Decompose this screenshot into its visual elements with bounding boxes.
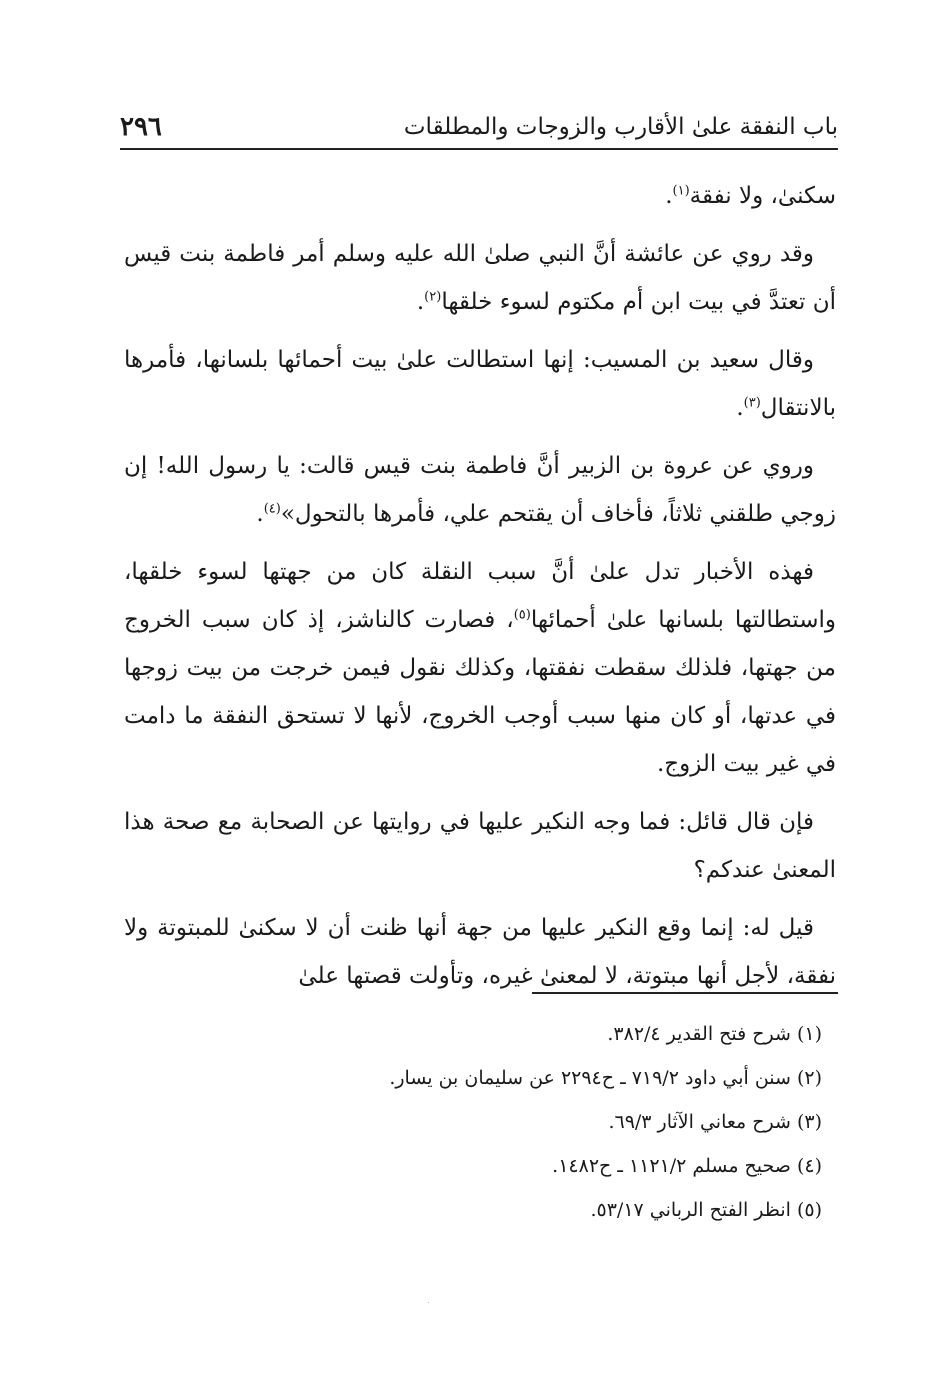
footnote-marker: (٢)	[424, 289, 442, 305]
footnote-item	[160, 1100, 822, 1144]
footnote-number: (٤)	[796, 1155, 822, 1177]
text-run: وقال سعيد بن المسيب: إنها استطالت علىٰ بيت أحمائها بلسانها، فأمرها بالانتقال	[124, 347, 836, 421]
footnote-marker: (٤)	[263, 501, 281, 517]
footnote-number: (٣)	[796, 1111, 822, 1133]
body-paragraph	[124, 442, 836, 538]
body-paragraph	[124, 548, 836, 788]
header-divider	[120, 148, 838, 150]
footnote-item	[160, 1012, 822, 1056]
text-run: قيل له: إنما وقع النكير عليها من جهة أنها ظنت أن لا سكنىٰ للمبتوتة ولا نفقة، لأجل أنها مبتوتة، لا لمعنىٰ غيره، وتأولت قصتها علىٰ	[124, 915, 836, 989]
footnote-text: شرح فتح القدير ٣٨٢/٤.	[607, 1023, 791, 1045]
body-paragraph	[124, 336, 836, 432]
page-header	[120, 102, 838, 144]
footnote-marker: (٣)	[743, 395, 761, 411]
body-paragraph	[124, 172, 836, 220]
footnote-item	[160, 1188, 822, 1232]
text-run: وقد روي عن عائشة أنَّ النبي صلىٰ الله عليه وسلم أمر فاطمة بنت قيس أن تعتدَّ في بيت ابن أم مكتوم لسوء خلقها	[124, 241, 836, 315]
footnote-number: (١)	[796, 1023, 822, 1045]
scan-speck	[428, 1302, 429, 1303]
text-run: .	[416, 289, 425, 315]
body-paragraph	[124, 798, 836, 894]
text-run: سكنىٰ، ولا نفقة	[689, 183, 836, 209]
text-run: فإن قال قائل: فما وجه النكير عليها في روايتها عن الصحابة مع صحة هذا المعنىٰ عندكم؟	[124, 809, 836, 883]
main-text	[124, 172, 836, 1010]
footnote-number: (٥)	[796, 1199, 822, 1221]
footnote-marker: (٥)	[513, 607, 531, 623]
footnote-text: سنن أبي داود ٧١٩/٢ ـ ح٢٢٩٤ عن سليمان بن يسار.	[389, 1067, 791, 1089]
footnote-item	[160, 1056, 822, 1100]
text-run: .	[256, 501, 264, 527]
text-run: .	[665, 183, 673, 209]
text-run: .	[736, 395, 744, 421]
footnote-text: انظر الفتح الرباني ٥٣/١٧.	[590, 1199, 791, 1221]
footnote-item	[160, 1144, 822, 1188]
footnotes	[160, 1012, 836, 1232]
footnote-divider	[532, 992, 838, 994]
text-run: وروي عن عروة بن الزبير أنَّ فاطمة بنت قيس قالت: يا رسول الله! إن زوجي طلقني ثلاثاً، فأخاف أن يقتحم علي، فأمرها بالتحول»	[124, 453, 836, 527]
footnote-text: شرح معاني الآثار ٦٩/٣.	[608, 1111, 791, 1133]
page-number: ٢٩٦	[120, 112, 162, 142]
text-run: ، فصارت كالناشز، إذ كان سبب الخروج من جهتها، فلذلك سقطت نفقتها، وكذلك نقول فيمن خرجت من بيت زوجها في عدتها، أو كان منها سبب أوجب الخروج، لأنها لا تستحق النفقة ما دامت في غير بيت الزوج.	[124, 607, 836, 777]
running-title: باب النفقة علىٰ الأقارب والزوجات والمطلقات	[403, 114, 838, 140]
footnote-number: (٢)	[796, 1067, 822, 1089]
footnote-text: صحيح مسلم ١١٢١/٢ ـ ح١٤٨٢.	[552, 1155, 791, 1177]
footnote-marker: (١)	[672, 183, 690, 199]
body-paragraph	[124, 230, 836, 326]
body-paragraph	[124, 904, 836, 1000]
text-run: فهذه الأخبار تدل علىٰ أنَّ سبب النقلة كان من جهتها لسوء خلقها، واستطالتها بلسانها علىٰ أحمائها	[124, 559, 836, 633]
